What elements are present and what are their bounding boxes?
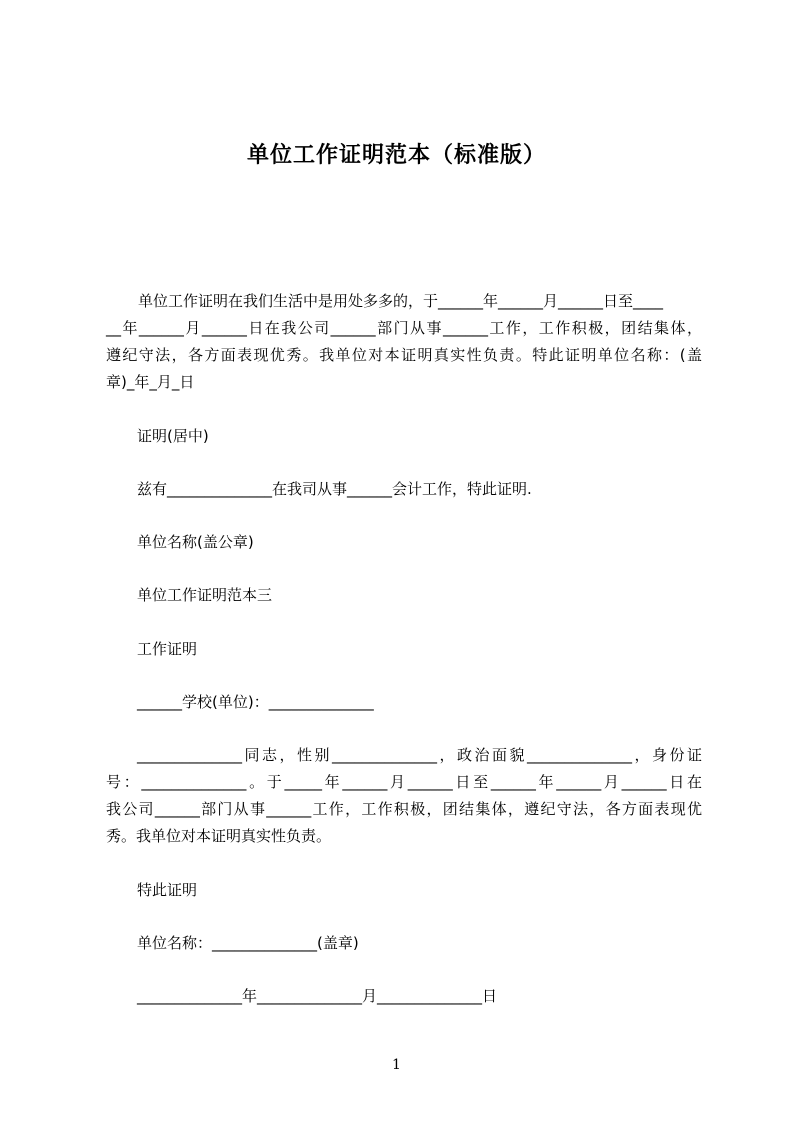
zi-you-line: 兹有______________在我司从事______会计工作，特此证明. bbox=[137, 480, 532, 498]
main-paragraph-line-2: 号：______________。于_____年______月______日至______年______月______日在 bbox=[106, 773, 702, 791]
intro-paragraph-line-2: __年______月______日在我公司______部门从事______工作，工作积极，团结集体， bbox=[106, 319, 702, 337]
sample-three-heading: 单位工作证明范本三 bbox=[137, 586, 273, 604]
work-certificate-heading: 工作证明 bbox=[137, 640, 198, 658]
company-seal-line: 单位名称(盖公章) bbox=[137, 533, 254, 551]
main-paragraph-line-1: ______________同志，性别______________，政治面貌______________，身份证 bbox=[137, 746, 702, 764]
heading-centered: 证明(居中) bbox=[137, 427, 209, 445]
hereby-certify-line: 特此证明 bbox=[137, 881, 198, 899]
intro-paragraph-line-1: 单位工作证明在我们生活中是用处多多的，于______年______月______日至____ bbox=[138, 292, 664, 310]
intro-paragraph-line-4: 章)_年_月_日 bbox=[106, 373, 195, 391]
company-name-line: 单位名称：______________(盖章) bbox=[137, 934, 359, 952]
main-paragraph-line-4: 秀。我单位对本证明真实性负责。 bbox=[106, 827, 332, 845]
page-number: 1 bbox=[392, 1057, 401, 1073]
document-title: 单位工作证明范本（标准版） bbox=[246, 143, 546, 168]
intro-paragraph-line-3: 遵纪守法，各方面表现优秀。我单位对本证明真实性负责。特此证明单位名称：(盖 bbox=[106, 346, 702, 364]
school-line: ______学校(单位)：______________ bbox=[137, 693, 374, 711]
main-paragraph-line-3: 我公司______部门从事______工作，工作积极，团结集体，遵纪守法，各方面表现优 bbox=[106, 800, 702, 818]
date-line: ______________年______________月______________日 bbox=[137, 987, 498, 1005]
